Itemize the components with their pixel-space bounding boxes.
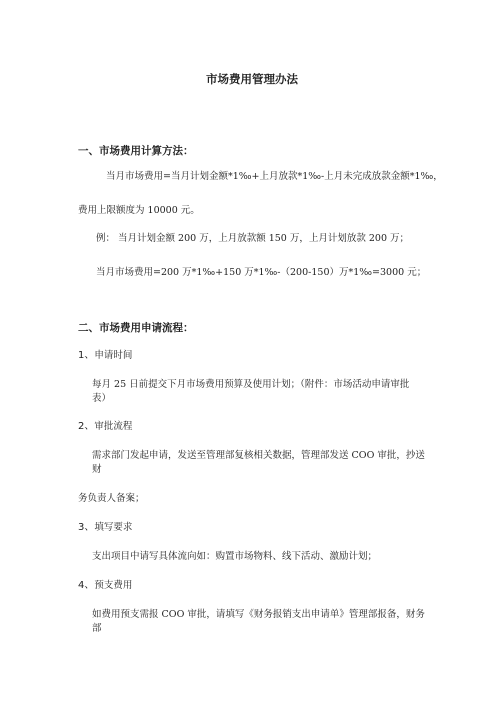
item-2-label: 审批流程 — [94, 421, 133, 432]
item-4-text-line-2: 部 — [92, 623, 102, 634]
document-title: 市场费用管理办法 — [206, 72, 298, 86]
item-4-heading — [78, 579, 132, 592]
item-2-text-line-2: 财 — [92, 464, 102, 475]
item-3-heading — [78, 521, 132, 534]
section-1-heading: 一、市场费用计算方法： — [78, 145, 194, 157]
item-1-text-line-2: 表） — [92, 393, 112, 404]
item-1-number: 1、 — [78, 350, 95, 361]
item-3-number: 3、 — [78, 522, 95, 533]
formula-line: 当月市场费用=当月计划金额*1‰+上月放款*1‰-上月未完成放款金额*1‰， — [106, 171, 443, 182]
result-line: 当月市场费用=200 万*1‰+150 万*1‰-（200-150）万*1‰=3000 元； — [96, 267, 427, 278]
item-4-label: 预支费用 — [94, 580, 133, 591]
item-1-text-line-1: 每月 25 日前提交下月市场费用预算及使用计划；（附件：市场活动申请审批 — [92, 379, 410, 390]
item-2-text-line-1: 需求部门发起申请，发送至管理部复核相关数据，管理部发送 COO 审批，抄送 — [92, 450, 425, 461]
example-line: 例： 当月计划金额 200 万，上月放款额 150 万，上月计划放款 200 万； — [96, 233, 410, 244]
item-2-heading — [78, 420, 132, 433]
limit-line: 费用上限额度为 10000 元。 — [78, 205, 200, 216]
section-2-heading: 二、市场费用申请流程： — [78, 322, 194, 334]
item-2-text-line-3: 务负责人备案； — [78, 493, 145, 504]
item-1-heading — [78, 349, 132, 362]
item-3-text-line-1: 支出项目中请写具体流向如：购置市场物料、线下活动、激励计划； — [92, 551, 378, 562]
item-2-number: 2、 — [78, 421, 95, 432]
item-4-number: 4、 — [78, 580, 95, 591]
item-3-label: 填写要求 — [94, 522, 133, 533]
item-1-label: 申请时间 — [94, 350, 133, 361]
item-4-text-line-1: 如费用预支需报 COO 审批，请填写《财务报销支出申请单》管理部报备，财务 — [92, 609, 425, 620]
